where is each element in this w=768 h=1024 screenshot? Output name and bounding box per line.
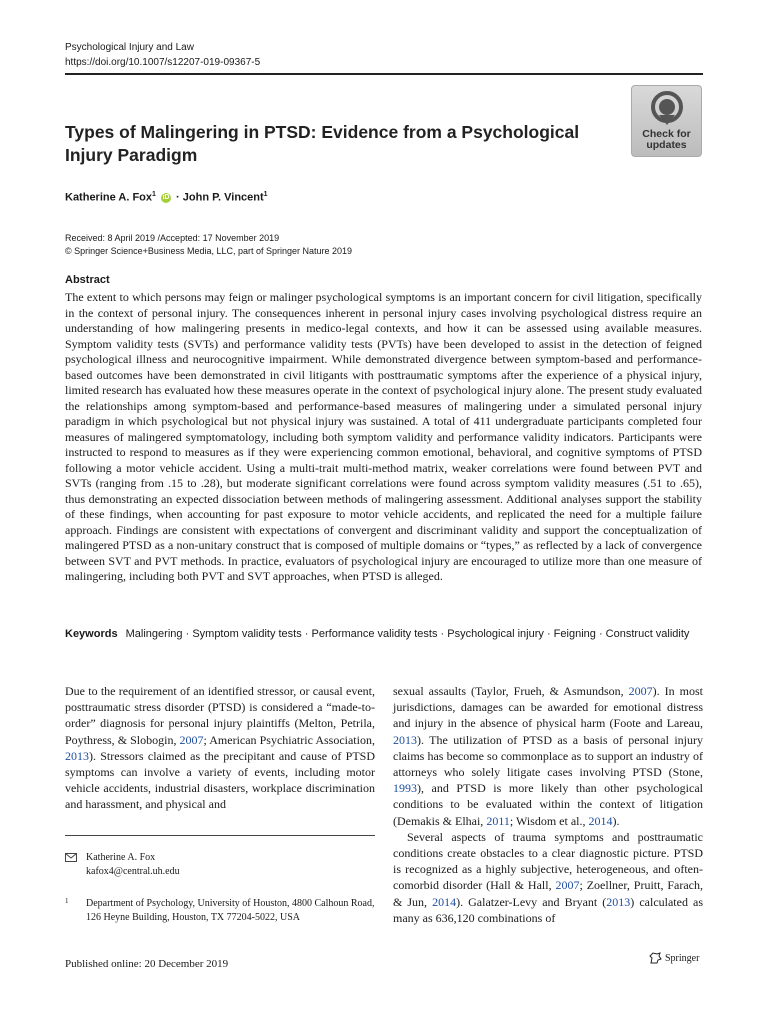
publisher-name: Springer: [665, 952, 700, 964]
body-text: ) calculated as many as 636,120 combinations of: [393, 894, 704, 925]
keyword-separator: ·: [598, 628, 603, 640]
citation-link[interactable]: 1993: [393, 781, 417, 796]
corresponding-author-name: Katherine A. Fox: [86, 852, 156, 863]
copyright-line: © Springer Science+Business Media, LLC, part of Springer Nature 2019: [65, 246, 353, 256]
citation-link[interactable]: 2011: [486, 813, 510, 828]
author-name[interactable]: John P. Vincent: [182, 191, 264, 204]
body-text: sexual assaults (Taylor, Frueh, & Asmundson,: [393, 684, 629, 698]
author-name[interactable]: Katherine A. Fox: [65, 191, 152, 204]
springer-logo: [649, 952, 699, 964]
body-paragraph: [393, 829, 703, 926]
keyword: Malingering: [125, 628, 183, 640]
keyword: Psychological injury: [447, 628, 544, 640]
citation-link[interactable]: 2014: [588, 813, 613, 828]
keyword-separator: ·: [304, 628, 309, 640]
check-updates-label: Check for updates: [642, 128, 691, 151]
citation-link[interactable]: 2013: [393, 732, 417, 747]
body-text: ), and PTSD is more likely than other psychological conditions to be evaluated within the context of litigation (Demakis & Elhai,: [393, 781, 703, 828]
body-paragraph: [65, 683, 375, 813]
abstract-heading: Abstract: [65, 274, 110, 286]
keyword: Performance validity tests: [311, 628, 438, 640]
body-text: ; Zoellner, Pruitt, Farach, & Jun,: [393, 878, 703, 909]
check-for-updates-button[interactable]: [631, 85, 702, 157]
article-dates: [65, 232, 352, 258]
citation-link[interactable]: 2013: [606, 894, 631, 909]
body-text: Several aspects of trauma symptoms and posttraumatic conditions create obstacles to a clear diagnostic picture. PTSD is recognized as a highly subjective, heterogeneous, and often-comorbid disorder (Hall & Hall,: [393, 829, 703, 893]
body-column-right: [393, 683, 703, 926]
citation-link[interactable]: 2007: [179, 732, 204, 747]
affiliation-footnote: [65, 897, 375, 925]
keyword-separator: ·: [185, 628, 190, 640]
corresponding-author-email[interactable]: kafox4@central.uh.edu: [86, 866, 180, 877]
body-column-left: [65, 683, 375, 813]
footnote-rule: [65, 835, 375, 836]
orcid-icon[interactable]: iD: [162, 193, 170, 201]
body-text: Due to the requirement of an identified stressor, or causal event, posttraumatic stress disorder (PTSD) is considered a “made-to-order” diagnosis for personal injury plaintiffs (Melton, Petrila, Poythress, & Slobogin,: [65, 684, 375, 747]
envelope-icon: [65, 853, 77, 862]
author-list: [65, 191, 268, 204]
keyword: Symptom validity tests: [192, 628, 302, 640]
body-text: ). Galatzer-Levy and Bryant (: [456, 894, 607, 909]
body-paragraph: [393, 683, 703, 829]
springer-horse-icon: [649, 952, 662, 964]
affiliation-text: Department of Psychology, University of Houston, 4800 Calhoun Road, 126 Heyne Building, Houston, TX 77204-5022, USA: [86, 898, 375, 923]
body-text: ). In most jurisdictions, damages can be awarded for emotional distress and injury in the absence of physical harm (Foote and Lareau,: [393, 684, 703, 731]
body-text: ). Stressors claimed as the precipitant and cause of PTSD symptoms can involve a variety of events, including motor vehicle accidents, industrial disasters, workplace discrimination and harassment, and physical and: [65, 748, 375, 812]
body-text: ; Wisdom et al.,: [509, 813, 589, 828]
header-rule: [65, 73, 703, 75]
check-updates-icon: [651, 91, 683, 127]
keyword: Construct validity: [605, 628, 690, 640]
keyword-separator: ·: [546, 628, 551, 640]
body-text: ). The utilization of PTSD as a basis of personal injury claims has become so commonplace as to support an industry of attorneys who solely litigate cases involving PTSD (Stone,: [393, 732, 703, 780]
citation-link[interactable]: 2013: [65, 748, 89, 763]
article-title: Types of Malingering in PTSD: Evidence from a Psychological Injury Paradigm: [65, 122, 580, 165]
corresponding-author: [65, 851, 375, 879]
affiliation-number: 1: [65, 897, 69, 905]
body-text: ).: [612, 813, 620, 828]
author-affiliation-marker: 1: [152, 191, 156, 198]
keyword: Feigning: [553, 628, 596, 640]
journal-name: Psychological Injury and Law: [65, 42, 194, 53]
keyword-separator: ·: [440, 628, 445, 640]
citation-link[interactable]: 2007: [628, 684, 653, 698]
doi-link[interactable]: https://doi.org/10.1007/s12207-019-09367-5: [65, 57, 261, 68]
body-text: ; American Psychiatric Association,: [203, 732, 375, 747]
keywords-line: [65, 628, 725, 640]
citation-link[interactable]: 2007: [555, 878, 580, 893]
journal-header: [65, 40, 260, 70]
abstract-text: The extent to which persons may feign or malinger psychological symptoms is an important concern for civil litigation, specifically in the context of personal injury. The consequences inherent in personal injury cases involving psychological distress require an understanding of how malingering presents in medico-legal contexts, and how it can be assessed using available measures. Symptom validity tests (SVTs) and performance validity tests (PVTs) have been developed to assist in the detection of feigned psychological illness and neurocognitive impairment. While demonstrated divergence between symptom-based and performance-based outcomes have been demonstrated in civil litigants with posttraumatic symptoms after the experience of a physical injury, limited research has evaluated how these measures operate in the context of psychological injury alone. The present study evaluated the relationships among symptom-based and performance-based measures of malingering under a simulated personal injury paradigm in which psychological but not physical injury was sustained. A total of 411 undergraduate participants completed four measures of malingered symptomatology, including both symptom validity and performance validity indicators. Participants were instructed to respond to measures as if they were experiencing common emotional, behavioral, and cognitive symptoms of PTSD following a motor vehicle accident. Using a multi-trait multi-method matrix, weaker correlations were found between PVT and SVTs (ranging from .15 to .28), but moderate significant correlations were found across symptom validity measures (.51 to .65), thus demonstrating an expected dissociation between methods of malingering assessment. Additional analyses support the stability of these findings, when accounting for past exposure to motor vehicle accidents, and replicated the need for a multiple failure approach. Findings are consistent with expectations of convergent and discriminant validity and support the conceptualization of malingered PTSD as a non-unitary construct that is composed of multiple domains or “types,” as reflected by a lack of convergence between SVT and PVT methods. In practice, evaluators of psychological injury are encouraged to utilize more than one measure of malingering, including both PVT and SVT approaches, when PTSD is alleged.: [65, 290, 702, 583]
author-separator: ·: [176, 191, 180, 204]
keywords-label: Keywords: [65, 628, 118, 640]
author-affiliation-marker: 1: [263, 191, 268, 198]
received-accepted-dates: Received: 8 April 2019 /Accepted: 17 November 2019: [65, 233, 280, 243]
citation-link[interactable]: 2014: [432, 894, 457, 909]
published-online: Published online: 20 December 2019: [65, 958, 229, 970]
